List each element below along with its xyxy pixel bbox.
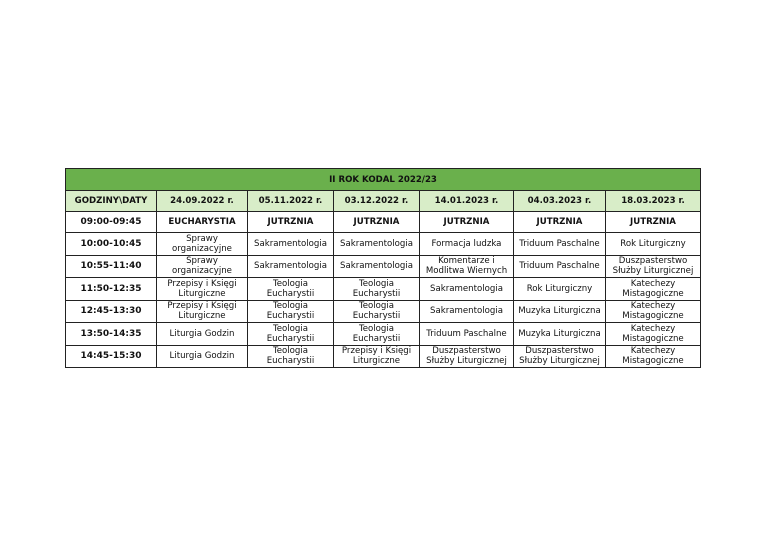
time-cell: 10:55-11:40: [66, 255, 157, 278]
schedule-cell: Przepisy i Księgi Liturgiczne: [334, 345, 420, 368]
table-row: [66, 255, 701, 278]
header-row: [66, 191, 701, 212]
schedule-cell: Sprawy organizacyjne: [157, 255, 248, 278]
table-row: [66, 278, 701, 301]
title-row: [66, 169, 701, 191]
schedule-cell: Przepisy i Księgi Liturgiczne: [157, 300, 248, 323]
schedule-cell: Liturgia Godzin: [157, 345, 248, 368]
schedule-cell: Sakramentologia: [334, 233, 420, 256]
schedule-cell: Sprawy organizacyjne: [157, 233, 248, 256]
schedule-cell: JUTRZNIA: [420, 212, 514, 233]
time-cell: 13:50-14:35: [66, 323, 157, 346]
table-row: [66, 345, 701, 368]
schedule-cell: JUTRZNIA: [334, 212, 420, 233]
schedule-cell: Sakramentologia: [248, 233, 334, 256]
header-cell-date: 05.11.2022 r.: [248, 191, 334, 212]
schedule-table: [65, 168, 701, 368]
header-cell-date: 04.03.2023 r.: [514, 191, 606, 212]
schedule-cell: Katechezy Mistagogiczne: [606, 345, 701, 368]
schedule-cell: JUTRZNIA: [606, 212, 701, 233]
table-row: [66, 323, 701, 346]
schedule-cell: Rok Liturgiczny: [606, 233, 701, 256]
schedule-cell: Teologia Eucharystii: [248, 300, 334, 323]
schedule-cell: Teologia Eucharystii: [248, 323, 334, 346]
schedule-cell: Liturgia Godzin: [157, 323, 248, 346]
schedule-cell: Triduum Paschalne: [514, 233, 606, 256]
schedule-cell: Teologia Eucharystii: [248, 278, 334, 301]
table-title: II ROK KODAL 2022/23: [66, 169, 701, 191]
header-cell-hours: GODZINY\DATY: [66, 191, 157, 212]
schedule-cell: Duszpasterstwo Służby Liturgicznej: [606, 255, 701, 278]
schedule-cell: JUTRZNIA: [248, 212, 334, 233]
schedule-cell: Triduum Paschalne: [420, 323, 514, 346]
header-cell-date: 24.09.2022 r.: [157, 191, 248, 212]
table-row: [66, 212, 701, 233]
schedule-cell: Duszpasterstwo Służby Liturgicznej: [514, 345, 606, 368]
schedule-cell: Triduum Paschalne: [514, 255, 606, 278]
schedule-cell: EUCHARYSTIA: [157, 212, 248, 233]
table-row: [66, 300, 701, 323]
schedule-cell: Katechezy Mistagogiczne: [606, 323, 701, 346]
header-cell-date: 18.03.2023 r.: [606, 191, 701, 212]
schedule-cell: Teologia Eucharystii: [334, 300, 420, 323]
header-cell-date: 14.01.2023 r.: [420, 191, 514, 212]
time-cell: 12:45-13:30: [66, 300, 157, 323]
table-row: [66, 233, 701, 256]
schedule-cell: Katechezy Mistagogiczne: [606, 278, 701, 301]
schedule-cell: Sakramentologia: [420, 300, 514, 323]
schedule-cell: Duszpasterstwo Służby Liturgicznej: [420, 345, 514, 368]
schedule-cell: Przepisy i Księgi Liturgiczne: [157, 278, 248, 301]
schedule-cell: Rok Liturgiczny: [514, 278, 606, 301]
schedule-cell: Katechezy Mistagogiczne: [606, 300, 701, 323]
schedule-cell: JUTRZNIA: [514, 212, 606, 233]
schedule-cell: Teologia Eucharystii: [334, 323, 420, 346]
time-cell: 10:00-10:45: [66, 233, 157, 256]
time-cell: 11:50-12:35: [66, 278, 157, 301]
schedule-cell: Muzyka Liturgiczna: [514, 323, 606, 346]
schedule-cell: Formacja ludzka: [420, 233, 514, 256]
schedule-cell: Komentarze i Modlitwa Wiernych: [420, 255, 514, 278]
time-cell: 09:00-09:45: [66, 212, 157, 233]
schedule-cell: Sakramentologia: [334, 255, 420, 278]
header-cell-date: 03.12.2022 r.: [334, 191, 420, 212]
time-cell: 14:45-15:30: [66, 345, 157, 368]
schedule-cell: Teologia Eucharystii: [248, 345, 334, 368]
schedule-cell: Teologia Eucharystii: [334, 278, 420, 301]
schedule-cell: Muzyka Liturgiczna: [514, 300, 606, 323]
schedule-cell: Sakramentologia: [248, 255, 334, 278]
schedule-cell: Sakramentologia: [420, 278, 514, 301]
